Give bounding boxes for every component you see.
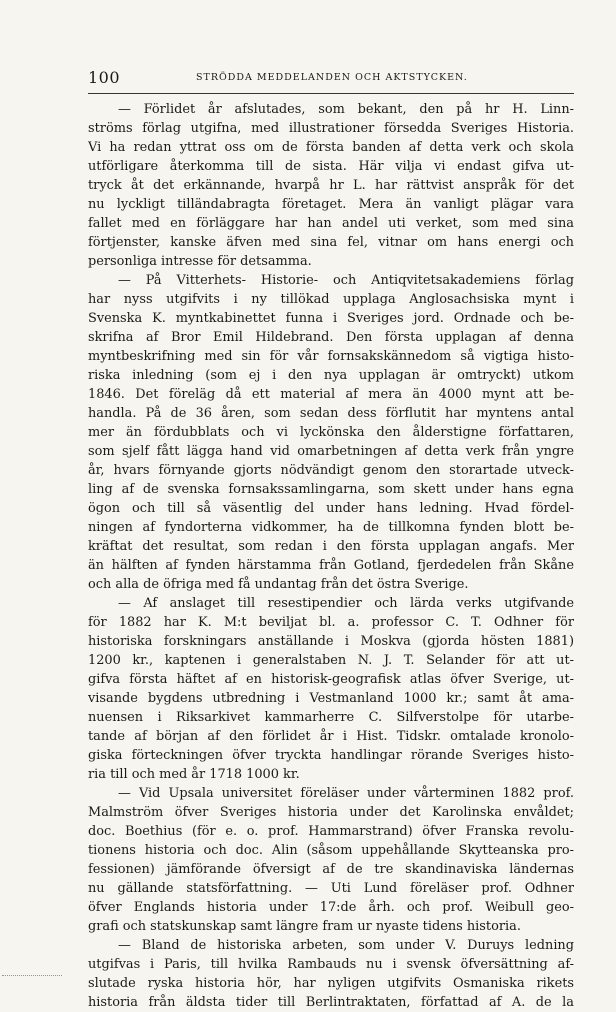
running-title: STRÖDDA MEDDELANDEN OCH AKTSTYCKEN. [196, 72, 468, 83]
text-line: visande bygdens utbredning i Vestmanland 1000 kr.; samt åt ama- [88, 691, 574, 706]
text-line: tryck åt det erkännande, hvarpå hr L. har rättvist anspråk för det [88, 178, 574, 193]
text-line: tande af början af den förlidet år i Hist. Tidskr. omtalade kronolo- [88, 729, 574, 744]
text-line: nu lyckligt tilländabragta företaget. Mera än vanligt plägar vara [88, 197, 574, 212]
text-line: giska förteckningen öfver tryckta handlingar rörande Sveriges histo- [88, 748, 574, 763]
text-line: personliga intresse för detsamma. [88, 254, 312, 269]
page-number: 100 [88, 68, 121, 87]
text-line: Malmström öfver Sveriges historia under det Karolinska envåldet; [88, 805, 574, 820]
text-line: förtjenster, kanske äfven med sina fel, vitnar om hans energi och [88, 235, 574, 250]
text-line: grafi och statskunskap samt längre fram ur nyaste tidens historia. [88, 919, 521, 934]
text-line: utförligare återkomma till de sista. Här vilja vi endast gifva ut- [88, 159, 574, 174]
text-line: och alla de öfriga med få undantag från det östra Sverige. [88, 577, 469, 592]
text-line: slutade ryska historia hör, har nyligen utgifvits Osmaniska rikets [88, 976, 574, 991]
text-line: — Förlidet år afslutades, som bekant, den på hr H. Linn- [118, 102, 574, 117]
text-line: för 1882 har K. M:t beviljat bl. a. professor C. T. Odhner för [88, 615, 574, 630]
text-line: — Af anslaget till resestipendier och lärda verks utgifvande [118, 596, 574, 611]
text-line: 1846. Det föreläg då ett material af mera än 4000 mynt att be- [88, 387, 574, 402]
text-line: riska inledning (som ej i den nya upplagan är omtryckt) utkom [88, 368, 574, 383]
text-line: nuensen i Riksarkivet kammarherre C. Silfverstolpe för utarbe- [88, 710, 574, 725]
text-line: år, hvars förnyande gjorts nödvändigt genom den storartade utveck- [88, 463, 574, 478]
text-line: har nyss utgifvits i ny tillökad upplaga Anglosachsiska mynt i [88, 292, 574, 307]
text-line: tionens historia och doc. Alin (såsom uppehållande Skytteanska pro- [88, 843, 574, 858]
text-line: ningen af fyndorterna vidkommer, ha de tillkomna fynden blott be- [88, 520, 574, 535]
text-line: nu gällande statsförfattning. — Uti Lund föreläser prof. Odhner [88, 881, 574, 896]
text-line: doc. Boethius (för e. o. prof. Hammarstrand) öfver Franska revolu- [88, 824, 574, 839]
text-line: utgifvas i Paris, till hvilka Rambauds nu i svensk öfversättning af- [88, 957, 574, 972]
text-line: fallet med en förläggare har han andel uti verket, som med sina [88, 216, 574, 231]
text-line: mer än fördubblats och vi lyckönska den ålderstigne författaren, [88, 425, 574, 440]
text-line: öfver Englands historia under 17:de årh. och prof. Weibull geo- [88, 900, 574, 915]
text-line: gifva första häftet af en historisk-geografisk atlas öfver Sverige, ut- [88, 672, 574, 687]
body-text [88, 100, 574, 1012]
text-line: Vi ha redan yttrat oss om de första banden af detta verk och skola [88, 140, 574, 155]
text-line: — Bland de historiska arbeten, som under V. Duruys ledning [118, 938, 574, 953]
text-line: kräftat det resultat, som redan i den första upplagan angafs. Mer [88, 539, 574, 554]
text-line: historia från äldsta tider till Berlintraktaten, författad af A. de la [88, 995, 574, 1010]
page-header [88, 68, 572, 92]
text-line: — Vid Upsala universitet föreläser under vårterminen 1882 prof. [118, 786, 574, 801]
text-line: Svenska K. myntkabinettet funna i Sveriges jord. Ordnade och be- [88, 311, 574, 326]
text-line: ling af de svenska fornsakssamlingarna, som skett under hans egna [88, 482, 574, 497]
text-line: skrifna af Bror Emil Hildebrand. Den första upplagan af denna [88, 330, 574, 345]
text-line: än hälften af fynden härstamma från Gotland, fjerdedelen från Skåne [88, 558, 574, 573]
text-line: handla. På de 36 åren, som sedan dess förflutit har myntens antal [88, 406, 574, 421]
text-line: historiska forskningars anställande i Moskva (gjorda hösten 1881) [88, 634, 574, 649]
text-line: fessionen) jämförande öfversigt af de tre skandinaviska ländernas [88, 862, 574, 877]
text-line: 1200 kr., kaptenen i generalstaben N. J. T. Selander för att ut- [88, 653, 574, 668]
text-line: ria till och med år 1718 1000 kr. [88, 767, 300, 782]
header-rule [88, 93, 574, 94]
text-line: som sjelf fått lägga hand vid omarbetningen af detta verk från yngre [88, 444, 574, 459]
text-line: ögon och till så väsentlig del under hans ledning. Hvad fördel- [88, 501, 574, 516]
text-line: ströms förlag utgifna, med illustrationer försedda Sveriges Historia. [88, 121, 574, 136]
text-line: myntbeskrifning med sin för vår fornsakskännedom så vigtiga histo- [88, 349, 574, 364]
page-edge-mark [2, 975, 62, 976]
text-line: — På Vitterhets- Historie- och Antiqvitetsakademiens förlag [118, 273, 574, 288]
